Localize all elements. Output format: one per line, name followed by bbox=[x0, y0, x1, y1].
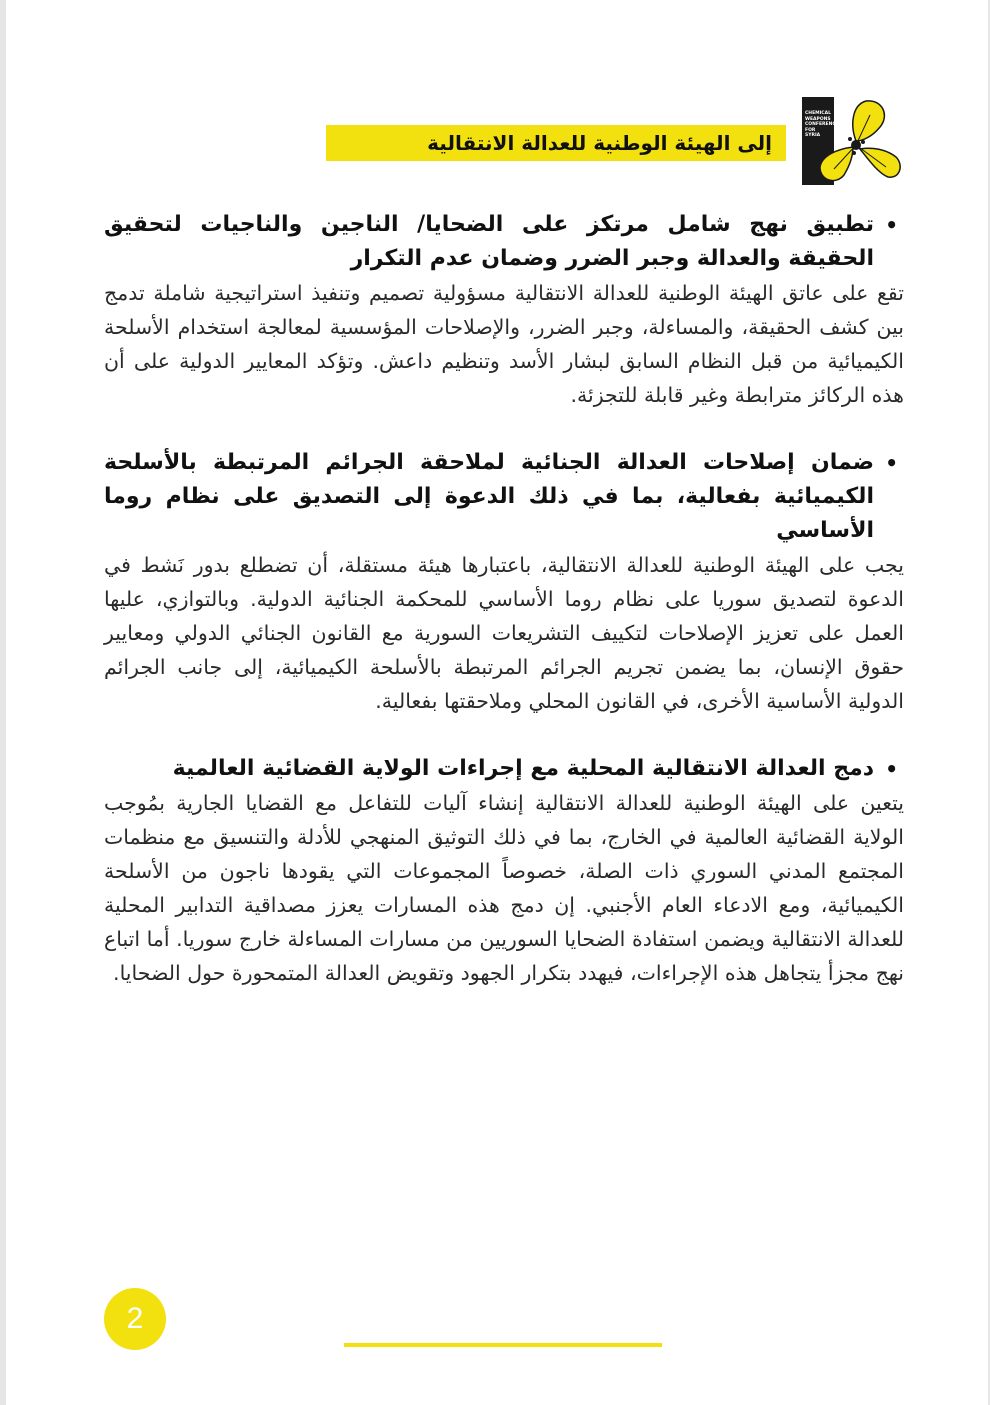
section-victim-centered bbox=[104, 208, 904, 412]
section-title bbox=[104, 446, 904, 548]
flower-icon bbox=[806, 97, 902, 187]
section-title-text: تطبيق نهج شامل مرتكز على الضحايا/ الناجين والناجيات لتحقيق الحقيقة والعدالة وجبر الضرر وضمان عدم التكرار bbox=[104, 212, 874, 271]
section-title-text: دمج العدالة الانتقالية المحلية مع إجراءات الولاية القضائية العالمية bbox=[172, 756, 874, 781]
footer-divider bbox=[344, 1343, 662, 1347]
document-page bbox=[6, 0, 988, 1405]
section-body: تقع على عاتق الهيئة الوطنية للعدالة الانتقالية مسؤولية تصميم وتنفيذ استراتيجية شاملة تدمج بين كشف الحقيقة، والمساءلة، وجبر الضرر، والإصلاحات المؤسسية لمعالجة استخدام الأسلحة الكيميائية من قبل النظام السابق لبشار الأسد وتنظيم داعش. وتؤكد المعايير الدولية على أن هذه الركائز مترابطة وغير قابلة للتجزئة. bbox=[104, 281, 904, 407]
logo-text-box: CHEMICAL WEAPONS CONFERENCE FOR SYRIA bbox=[802, 97, 834, 185]
section-title bbox=[104, 752, 904, 786]
conference-logo bbox=[802, 97, 900, 187]
section-title bbox=[104, 208, 904, 276]
bullet-icon: • bbox=[885, 757, 898, 781]
section-body: يجب على الهيئة الوطنية للعدالة الانتقالية، باعتبارها هيئة مستقلة، أن تضطلع بدور نَشط في الدعوة لتصديق سوريا على نظام روما الأساسي للمحكمة الجنائية الدولية. وبالتوازي، عليها العمل على تعزيز الإصلاحات لتكييف التشريعات السورية مع القانون الجنائي الدولي ومعايير حقوق الإنسان، بما يضمن تجريم الجرائم المرتبطة بالأسلحة الكيميائية، إلى جانب الجرائم الدولية الأساسية الأخرى، في القانون المحلي وملاحقتها بفعالية. bbox=[104, 553, 904, 713]
section-universal-jurisdiction bbox=[104, 752, 904, 990]
main-content bbox=[104, 208, 904, 1024]
header-title: إلى الهيئة الوطنية للعدالة الانتقالية bbox=[326, 125, 786, 161]
bullet-icon: • bbox=[885, 451, 898, 475]
section-criminal-justice bbox=[104, 446, 904, 718]
section-body: يتعين على الهيئة الوطنية للعدالة الانتقالية إنشاء آليات للتفاعل مع القضايا الجارية بمُوجب الولاية القضائية العالمية في الخارج، بما في ذلك التوثيق المنهجي للأدلة والتنسيق مع منظمات المجتمع المدني السوري ذات الصلة، خصوصاً المجموعات التي يقودها ناجون من الأسلحة الكيميائية، ومع الادعاء العام الأجنبي. إن دمج هذه المسارات يعزز مصداقية التدابير المحلية للعدالة الانتقالية ويضمن استفادة الضحايا السوريين من مسارات المساءلة خارج سوريا. أما اتباع نهج مجزأ يتجاهل هذه الإجراءات، فيهدد بتكرار الجهود وتقويض العدالة المتمحورة حول الضحايا. bbox=[104, 791, 904, 985]
page-number-badge: 2 bbox=[104, 1288, 166, 1350]
bullet-icon: • bbox=[885, 213, 898, 237]
section-title-text: ضمان إصلاحات العدالة الجنائية لملاحقة الجرائم المرتبطة بالأسلحة الكيميائية بفعالية، بما في ذلك الدعوة إلى التصديق على نظام روما الأساسي bbox=[104, 450, 874, 543]
